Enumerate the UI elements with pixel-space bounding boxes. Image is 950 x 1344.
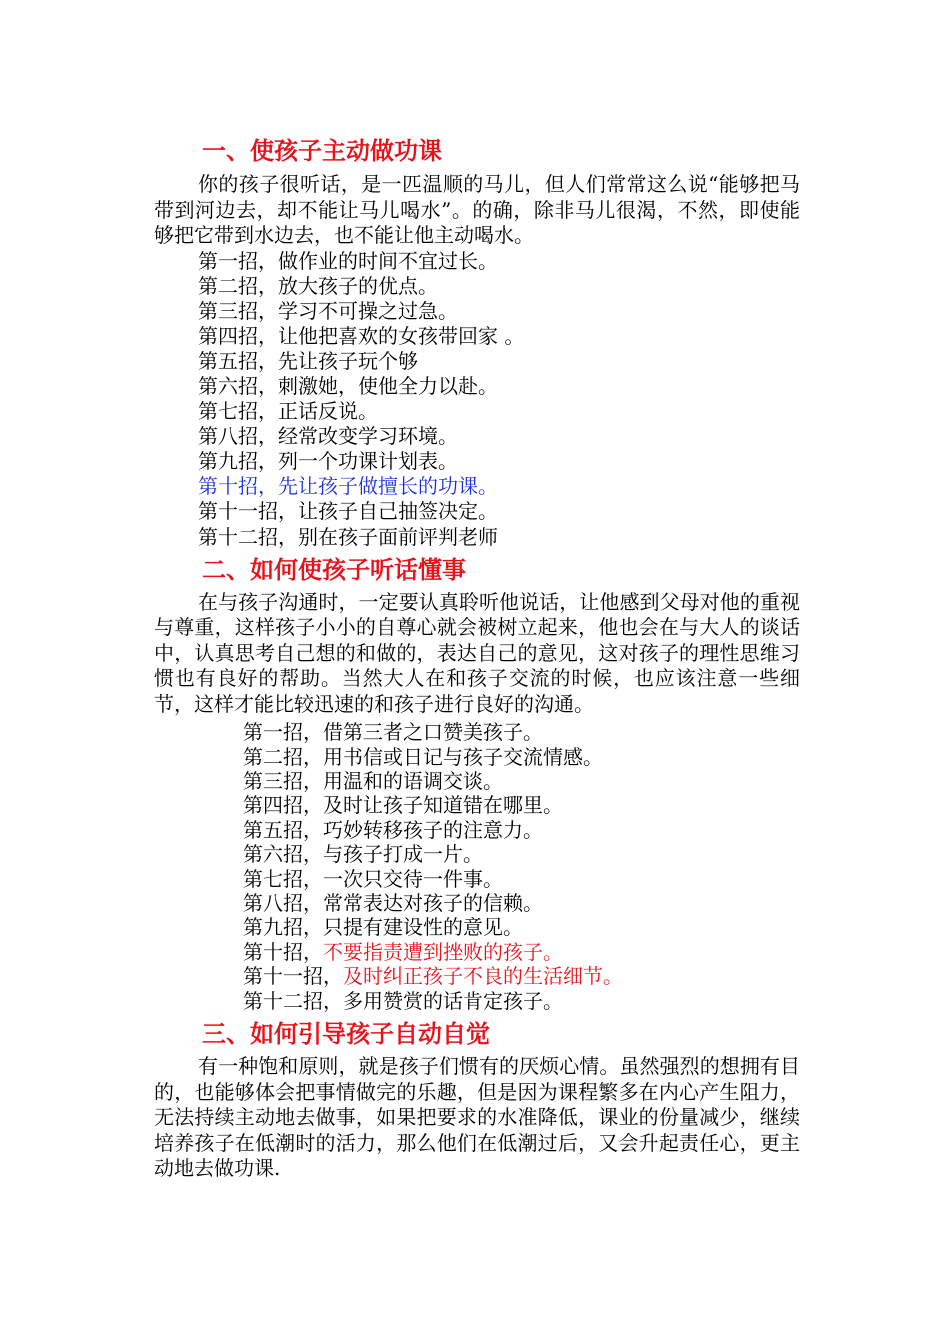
list-item: 第十二招，别在孩子面前评判老师: [198, 524, 498, 549]
list-item: 第六招，与孩子打成一片。: [243, 842, 483, 867]
item-prefix: 第十招，: [243, 939, 323, 964]
section-heading-1: 一、使孩子主动做功课: [202, 137, 442, 165]
list-item-highlighted: 第十招，先让孩子做擅长的功课。: [198, 474, 498, 499]
list-item: [154, 964, 800, 988]
list-item: 第二招，用书信或日记与孩子交流情感。: [243, 744, 603, 769]
section-paragraph-1: 你的孩子很听话，是一匹温顺的马儿，但人们常常这么说“能够把马带到河边去，却不能让马儿喝水”。的确，除非马儿很渴，不然，即使能够把它带到水边去，也不能让他主动喝水。: [154, 172, 800, 247]
list-item: 第六招，刺激她，使他全力以赴。: [198, 373, 498, 398]
section-heading-3: 三、如何引导孩子自动自觉: [202, 1020, 490, 1048]
list-item: 第五招，先让孩子玩个够: [198, 348, 418, 373]
list-item: 第一招，借第三者之口赞美孩子。: [243, 720, 543, 745]
list-item: 第十一招，让孩子自己抽签决定。: [198, 499, 498, 524]
item-prefix: 第十一招，: [243, 964, 343, 989]
list-item: 第三招，学习不可操之过急。: [198, 298, 458, 323]
list-item: 第二招，放大孩子的优点。: [198, 273, 438, 298]
item-highlighted-text: 不要指责遭到挫败的孩子。: [323, 939, 563, 964]
list-item: 第五招，巧妙转移孩子的注意力。: [243, 817, 543, 842]
list-item: 第四招，及时让孩子知道错在哪里。: [243, 793, 563, 818]
section-paragraph-3: 有一种饱和原则，就是孩子们惯有的厌烦心情。虽然强烈的想拥有目的，也能够体会把事情做完的乐趣，但是因为课程繁多在内心产生阻力，无法持续主动地去做事，如果把要求的水准降低，课业的份量减少，继续培养孩子在低潮时的活力，那么他们在低潮过后，又会升起责任心，更主动地去做功课.: [154, 1054, 800, 1180]
list-item: 第九招，只提有建设性的意见。: [243, 915, 523, 940]
list-item: 第七招，一次只交待一件事。: [243, 866, 503, 891]
tips-list-2: [154, 720, 800, 1013]
section-heading-2: 二、如何使孩子听话懂事: [202, 555, 466, 584]
list-item: 第一招，做作业的时间不宜过长。: [198, 248, 498, 273]
document-content: [154, 132, 800, 1182]
list-item: 第八招，常常表达对孩子的信赖。: [243, 890, 543, 915]
list-item: [154, 940, 800, 964]
list-item: 第三招，用温和的语调交谈。: [243, 768, 503, 793]
list-item: 第十二招，多用赞赏的话肯定孩子。: [243, 988, 563, 1013]
list-item: 第七招，正话反说。: [198, 399, 378, 424]
list-item: 第八招，经常改变学习环境。: [198, 424, 458, 449]
tips-list-1: [154, 249, 800, 550]
item-highlighted-text: 及时纠正孩子不良的生活细节。: [343, 964, 623, 989]
list-item: 第九招，列一个功课计划表。: [198, 449, 458, 474]
list-item: 第四招，让他把喜欢的女孩带回家 。: [198, 323, 525, 348]
section-paragraph-2: 在与孩子沟通时，一定要认真聆听他说话，让他感到父母对他的重视与尊重，这样孩子小小的自尊心就会被树立起来，他也会在与大人的谈话中，认真思考自己想的和做的，表达自己的意见，这对孩子的理性思维习惯也有良好的帮助。当然大人在和孩子交流的时候，也应该注意一些细节，这样才能比较迅速的和孩子进行良好的沟通。: [154, 589, 800, 716]
